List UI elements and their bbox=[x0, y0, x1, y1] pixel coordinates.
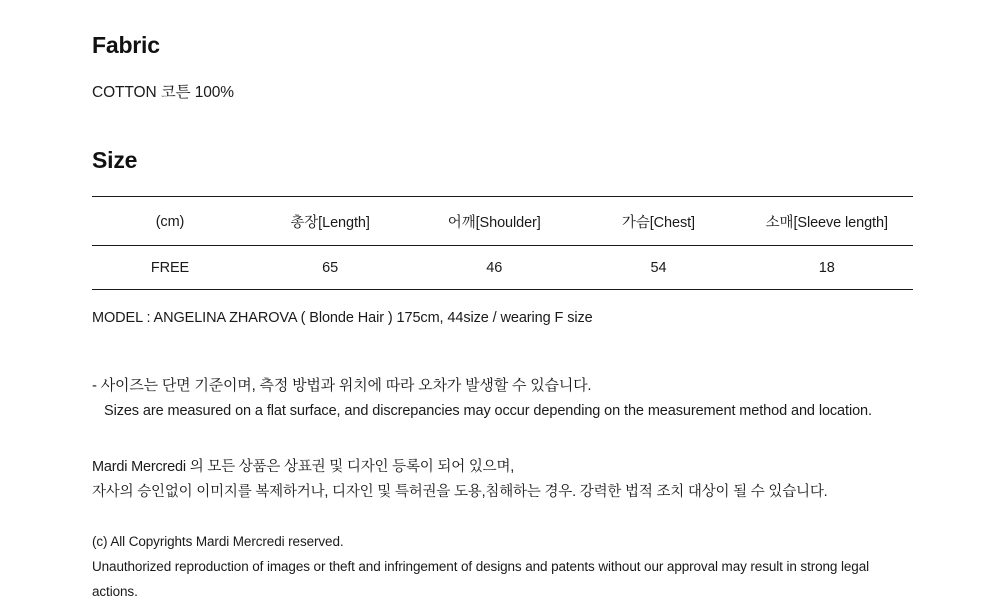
column-header-unit: (cm) bbox=[92, 197, 248, 246]
column-header-chest: 가슴[Chest] bbox=[576, 197, 740, 246]
cell-length: 65 bbox=[248, 246, 412, 290]
table-row bbox=[92, 246, 913, 290]
rights-line-2: 자사의 승인없이 이미지를 복제하거나, 디자인 및 특허권을 도용,침해하는 경우. 강력한 법적 조치 대상이 될 수 있습니다. bbox=[92, 484, 828, 501]
rights-notice bbox=[92, 455, 913, 506]
size-table-head bbox=[92, 197, 913, 246]
size-table bbox=[92, 196, 913, 290]
rights-line-1: Mardi Mercredi 의 모든 상품은 상표권 및 디자인 등록이 되어 있으며, bbox=[92, 459, 515, 475]
copyright-notice bbox=[92, 530, 913, 605]
fabric-composition: COTTON 코튼 100% bbox=[92, 84, 234, 101]
cell-chest: 54 bbox=[576, 246, 740, 290]
cell-size-name: FREE bbox=[92, 246, 248, 290]
cell-sleeve: 18 bbox=[741, 246, 913, 290]
cell-shoulder: 46 bbox=[412, 246, 576, 290]
table-header-row bbox=[92, 197, 913, 246]
measurement-note-korean: - 사이즈는 단면 기준이며, 측정 방법과 위치에 따라 오차가 발생할 수 있습니다. bbox=[92, 377, 592, 394]
size-table-body bbox=[92, 246, 913, 290]
copyright-line-1: (c) All Copyrights Mardi Mercredi reserved. bbox=[92, 533, 344, 549]
fabric-heading: Fabric bbox=[92, 32, 160, 58]
column-header-sleeve: 소매[Sleeve length] bbox=[741, 197, 913, 246]
measurement-notes bbox=[92, 374, 913, 419]
model-info: MODEL : ANGELINA ZHAROVA ( Blonde Hair ) 175cm, 44size / wearing F size bbox=[92, 310, 593, 326]
copyright-line-2: Unauthorized reproduction of images or theft and infringement of designs and patents without our approval may result in strong legal actions. bbox=[92, 558, 870, 599]
column-header-length: 총장[Length] bbox=[248, 197, 412, 246]
size-heading: Size bbox=[92, 147, 138, 173]
measurement-note-english: Sizes are measured on a flat surface, and discrepancies may occur depending on the measurement method and location. bbox=[104, 403, 872, 419]
column-header-shoulder: 어깨[Shoulder] bbox=[412, 197, 576, 246]
